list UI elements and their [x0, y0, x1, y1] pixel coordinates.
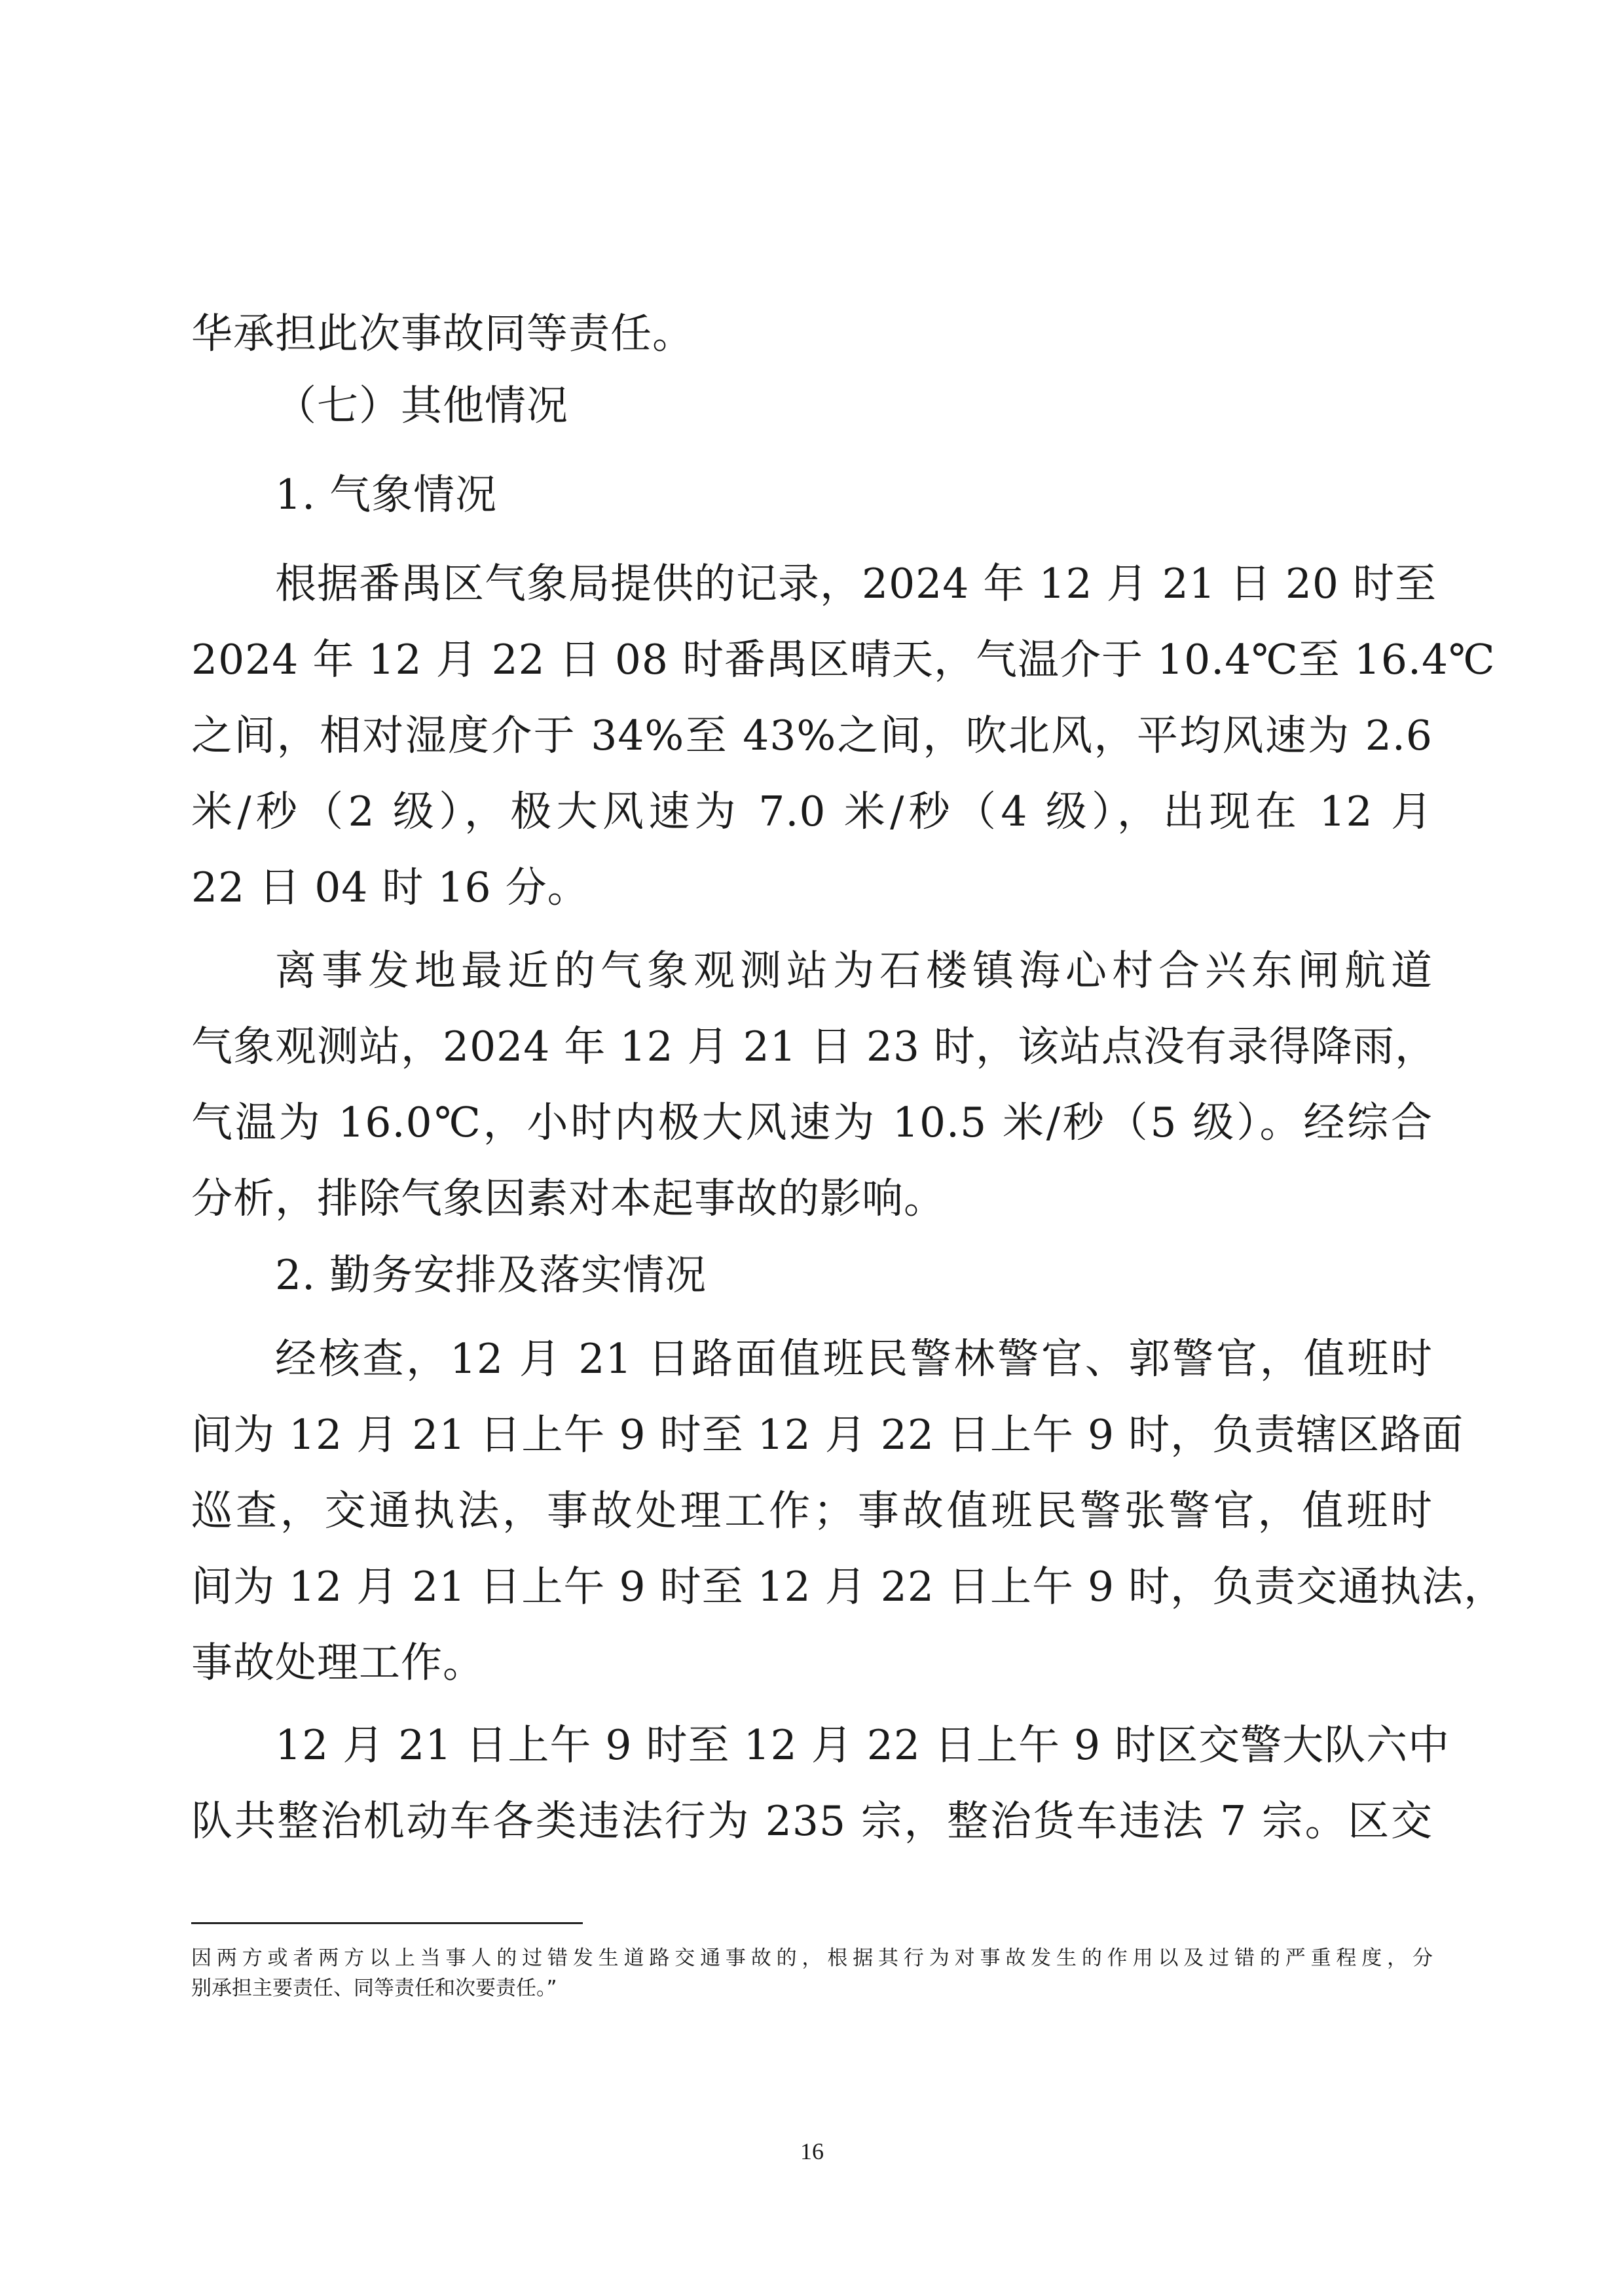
weather-para1-line: 2024 年 12 月 22 日 08 时番禺区晴天，气温介于 10.4℃至 16.4℃ [191, 636, 1496, 683]
weather-para1-line: 米/秒（2 级），极大风速为 7.0 米/秒（4 级），出现在 12 月 [191, 788, 1433, 835]
weather-para2-line: 离事发地最近的气象观测站为石楼镇海心村合兴东闸航道 [275, 947, 1433, 994]
footnote-separator [191, 1922, 583, 1924]
duty-para1-line: 间为 12 月 21 日上午 9 时至 12 月 22 日上午 9 时，负责辖区路面 [191, 1411, 1464, 1459]
weather-para2-line: 气象观测站，2024 年 12 月 21 日 23 时，该站点没有录得降雨， [191, 1023, 1437, 1070]
duty-para2-line: 12 月 21 日上午 9 时至 12 月 22 日上午 9 时区交警大队六中 [275, 1721, 1450, 1769]
duty-para1-line: 间为 12 月 21 日上午 9 时至 12 月 22 日上午 9 时，负责交通执法， [191, 1563, 1506, 1611]
continuation-text: 华承担此次事故同等责任。 [191, 310, 694, 357]
duty-para2-line: 队共整治机动车各类违法行为 235 宗，整治货车违法 7 宗。区交 [191, 1797, 1433, 1845]
page-number: 16 [800, 2138, 824, 2164]
weather-para2-line: 分析，排除气象因素对本起事故的影响。 [191, 1175, 946, 1222]
section-heading: （七）其他情况 [275, 382, 568, 429]
weather-para1-line: 根据番禺区气象局提供的记录，2024 年 12 月 21 日 20 时至 [275, 560, 1437, 608]
weather-para2-line: 气温为 16.0℃，小时内极大风速为 10.5 米/秒（5 级）。经综合 [191, 1099, 1433, 1146]
weather-para1-line: 之间，相对湿度介于 34%至 43%之间，吹北风，平均风速为 2.6 [191, 712, 1433, 759]
duty-para1-line: 经核查，12 月 21 日路面值班民警林警官、郭警官，值班时 [275, 1335, 1433, 1383]
duty-para1-line: 巡查，交通执法，事故处理工作；事故值班民警张警官，值班时 [191, 1487, 1433, 1535]
weather-heading: 1. 气象情况 [275, 471, 498, 519]
footnote-line: 别承担主要责任、同等责任和次要责任。” [191, 1977, 557, 2000]
footnote-line: 因两方或者两方以上当事人的过错发生道路交通事故的，根据其行为对事故发生的作用以及过错的严重程度，分 [191, 1946, 1433, 1970]
duty-para1-line: 事故处理工作。 [191, 1639, 485, 1686]
duty-heading: 2. 勤务安排及落实情况 [275, 1251, 707, 1299]
weather-para1-line: 22 日 04 时 16 分。 [191, 864, 589, 911]
